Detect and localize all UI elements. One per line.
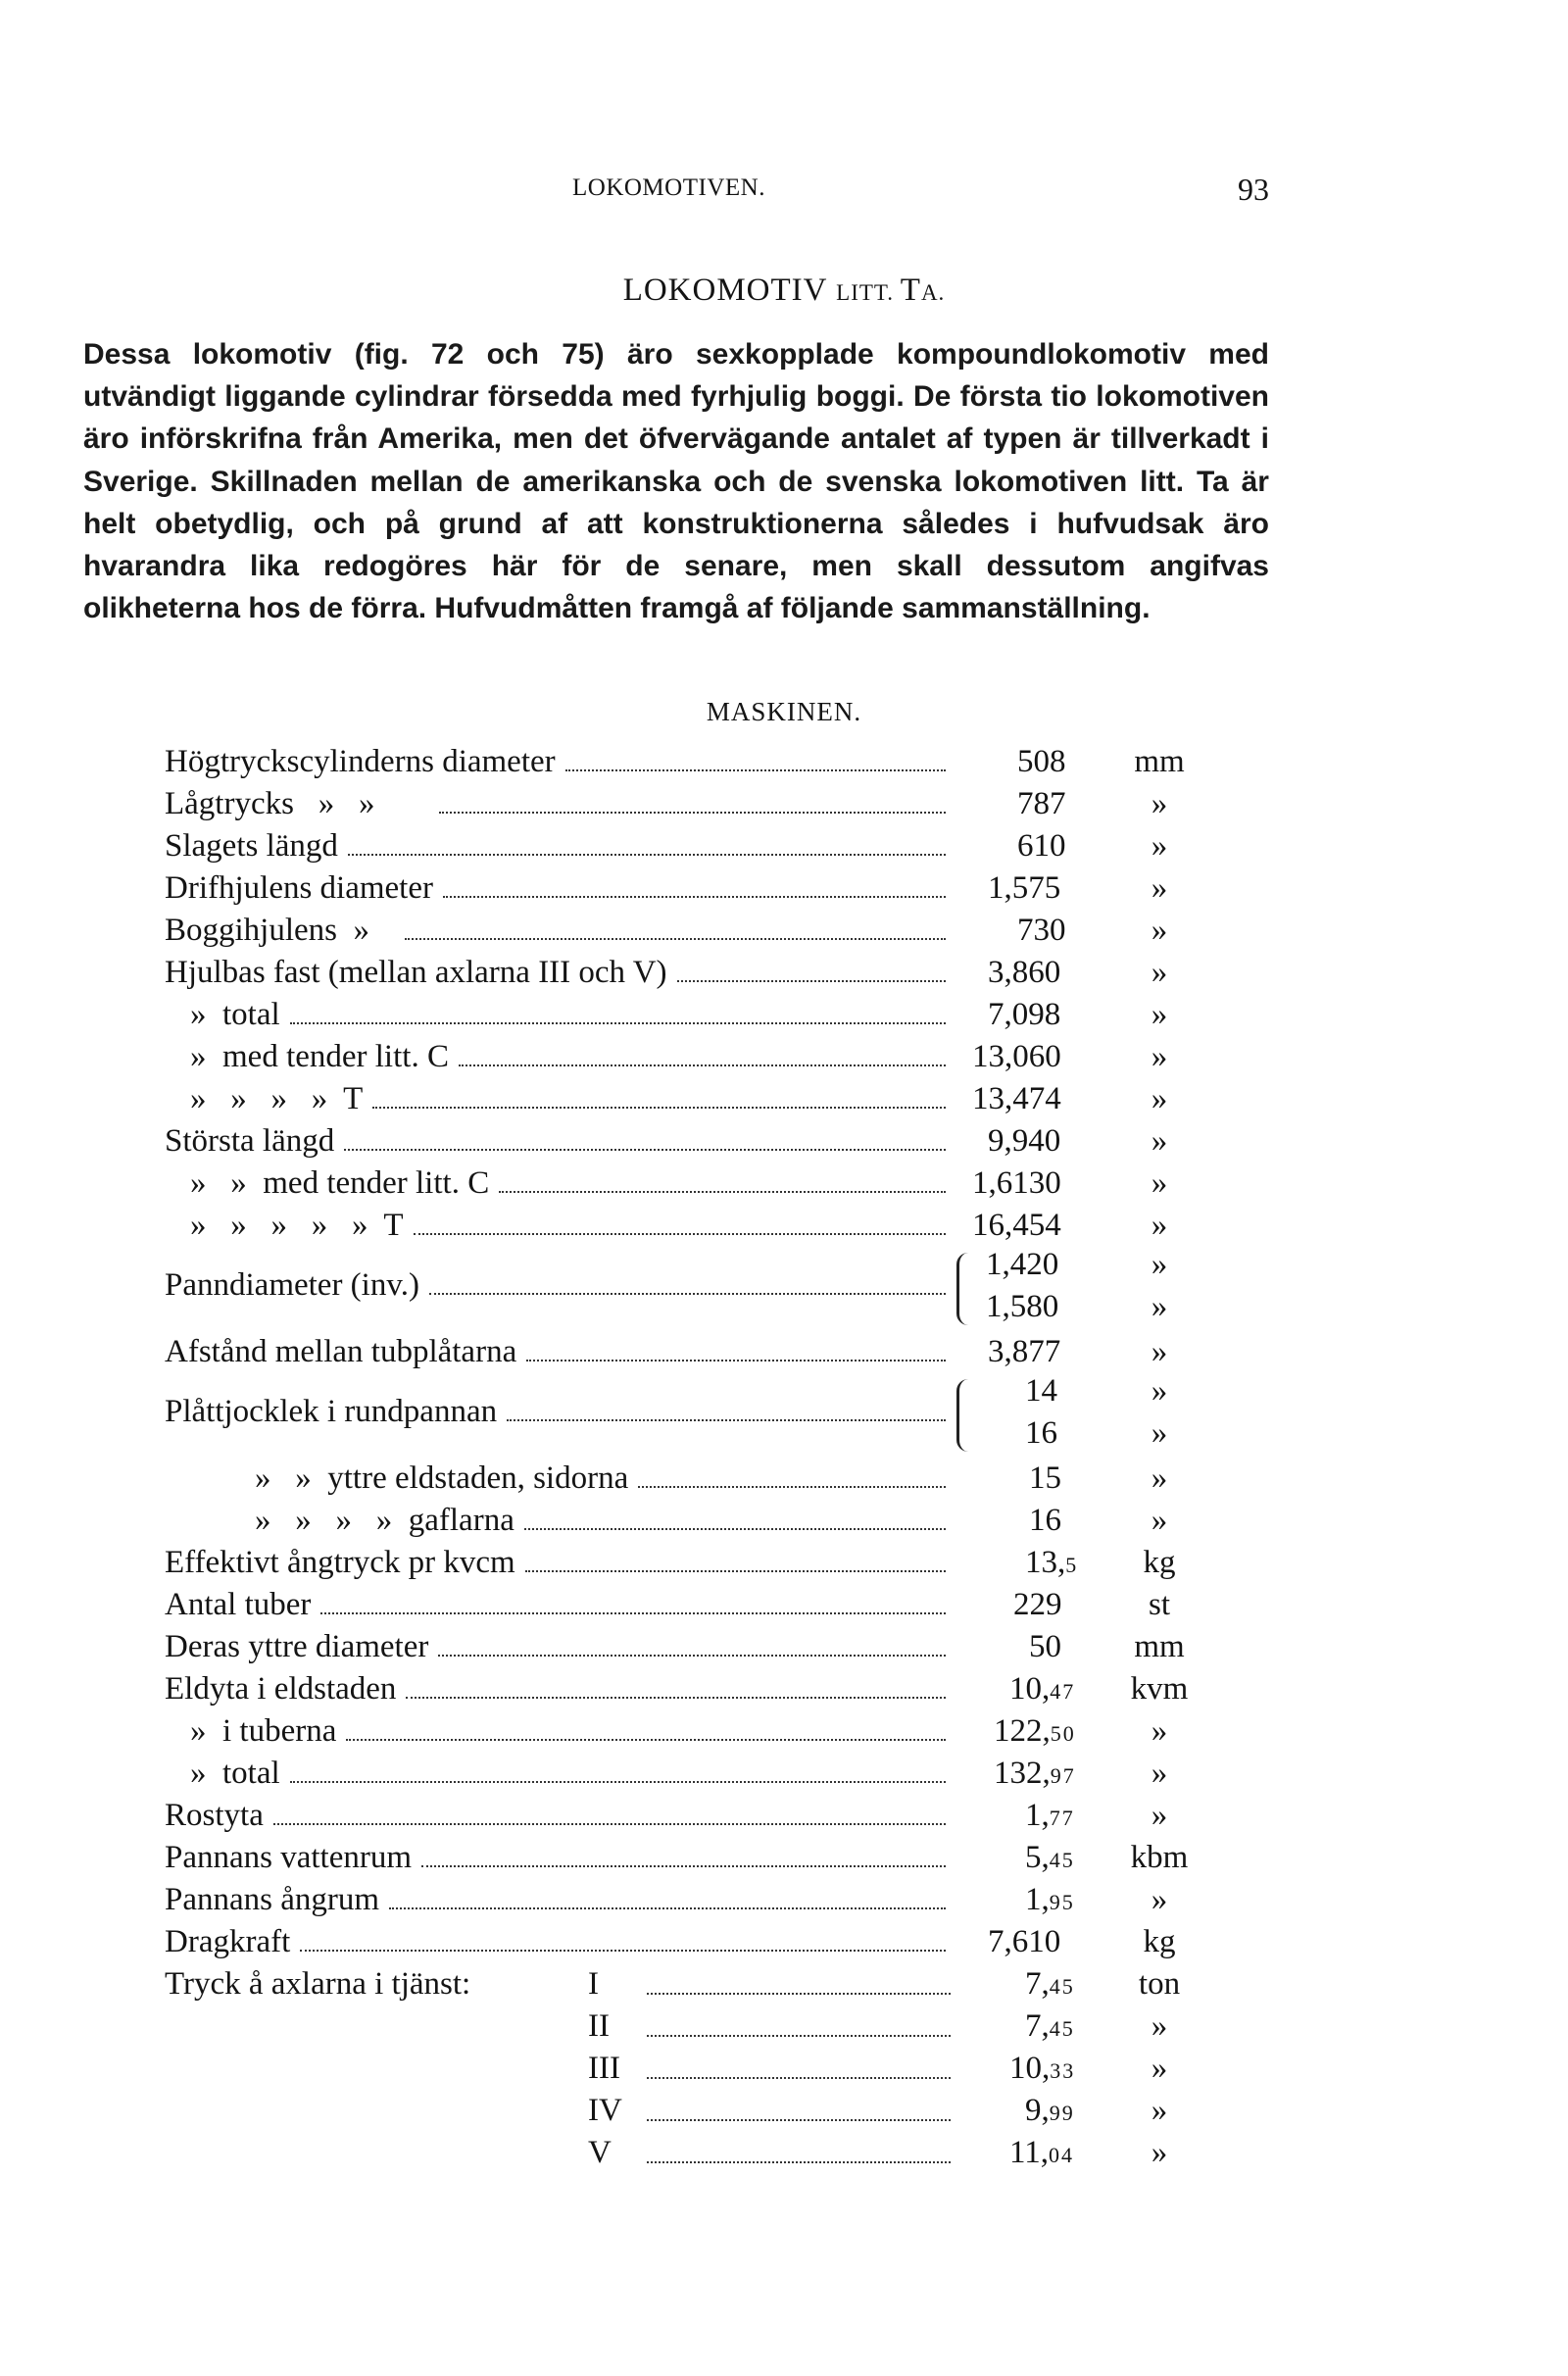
row-unit: » bbox=[1151, 1289, 1168, 1324]
row-unit: kg bbox=[1143, 1924, 1176, 1959]
table-title: MASKINEN. bbox=[706, 697, 862, 726]
value-fraction: 04 bbox=[1049, 2143, 1075, 2167]
row-unit: » bbox=[1151, 997, 1168, 1032]
row-label: Rostyta bbox=[165, 1795, 270, 1837]
row-label: Pannans vattenrum bbox=[165, 1837, 417, 1879]
table-row bbox=[165, 825, 1203, 867]
row-unit: » bbox=[1151, 1415, 1168, 1451]
section-title bbox=[0, 272, 1568, 309]
row-value: 1,95 bbox=[1025, 1882, 1075, 1917]
row-value: 3,877 bbox=[988, 1334, 1061, 1369]
table-row bbox=[165, 1753, 1203, 1795]
table-row bbox=[165, 1163, 1203, 1205]
row-label: » » yttre eldstaden, sidorna bbox=[165, 1458, 634, 1500]
dot-leader bbox=[443, 896, 946, 898]
axle-numeral: III bbox=[588, 2051, 620, 2086]
page-header bbox=[0, 174, 1568, 214]
intro-paragraph: Dessa lokomotiv (fig. 72 och 75) äro sexkopplade kompoundlokomotiv med utvändigt liggande cylindrar försedda med fyrhjulig boggi. De första tio lokomotiven äro införskrifna från Amerika, men det öfvervägande antalet af typen är tillverkadt i Sverige. Skillnaden mellan de amerikanska och de svenska lokomotiven litt. Ta är helt obetydlig, och på grund af att konstruktionerna således i hufvudsak äro hvarandra lika redogöres här för de senare, men skall dessutom angifvas olikheterna hos de förra. Hufvudmåtten framgå af följande sammanställning. bbox=[83, 338, 1269, 625]
axle-numeral: I bbox=[588, 1966, 599, 2002]
row-unit: » bbox=[1151, 1334, 1168, 1369]
table-row bbox=[165, 741, 1203, 783]
row-unit: » bbox=[1151, 1882, 1168, 1917]
dot-leader bbox=[565, 769, 946, 771]
dot-leader bbox=[372, 1107, 946, 1109]
curly-brace bbox=[956, 1379, 973, 1452]
dot-leader bbox=[647, 2077, 951, 2079]
axle-row bbox=[165, 2048, 1203, 2090]
axle-row bbox=[165, 1963, 1203, 2005]
row-value: 122,50 bbox=[994, 1713, 1076, 1749]
row-label: » » » » gaflarna bbox=[165, 1500, 520, 1542]
row-label: Antal tuber bbox=[165, 1584, 317, 1626]
dot-leader bbox=[290, 1022, 946, 1024]
row-unit: » bbox=[1151, 1123, 1168, 1159]
row-unit: » bbox=[1151, 828, 1168, 864]
row-value: 7,45 bbox=[1025, 2008, 1075, 2044]
running-title: LOKOMOTIVEN. bbox=[572, 174, 765, 201]
dot-leader bbox=[429, 1293, 946, 1295]
spec-table bbox=[165, 741, 1203, 2174]
row-label: Lågtrycks » » bbox=[165, 783, 380, 825]
row-value: 10,47 bbox=[1009, 1671, 1076, 1707]
row-unit: » bbox=[1151, 2093, 1168, 2128]
row-unit: » bbox=[1151, 913, 1168, 948]
dot-leader bbox=[677, 980, 946, 982]
dot-leader bbox=[526, 1360, 946, 1361]
row-label: » » » » » T bbox=[165, 1205, 410, 1247]
row-value: 1,580 bbox=[986, 1289, 1059, 1324]
row-label: » i tuberna bbox=[165, 1710, 342, 1753]
section-title-a: A. bbox=[920, 280, 946, 305]
row-label: » » med tender litt. C bbox=[165, 1163, 495, 1205]
dot-leader bbox=[344, 1149, 946, 1151]
row-value: 1,420 bbox=[986, 1247, 1059, 1282]
table-row bbox=[165, 1542, 1203, 1584]
row-value: 16,454 bbox=[972, 1208, 1061, 1243]
value-fraction: 47 bbox=[1050, 1679, 1076, 1704]
table-row bbox=[165, 1120, 1203, 1163]
table-row bbox=[165, 867, 1203, 910]
value-fraction: 99 bbox=[1049, 2101, 1075, 2125]
row-value: 13,5 bbox=[1025, 1545, 1079, 1580]
row-unit: mm bbox=[1134, 744, 1185, 779]
row-unit: st bbox=[1148, 1587, 1170, 1622]
row-value: 10,33 bbox=[1009, 2051, 1076, 2086]
value-fraction: 5 bbox=[1065, 1553, 1079, 1577]
dot-leader bbox=[414, 1233, 946, 1235]
dot-leader bbox=[389, 1907, 946, 1909]
axle-row bbox=[165, 2132, 1203, 2174]
row-label: Eldyta i eldstaden bbox=[165, 1668, 402, 1710]
axle-row bbox=[165, 2005, 1203, 2048]
row-value: 15 bbox=[1029, 1460, 1061, 1496]
dot-leader bbox=[421, 1865, 946, 1867]
row-label: » med tender litt. C bbox=[165, 1036, 455, 1078]
row-value: 7,45 bbox=[1025, 1966, 1075, 2002]
dot-leader bbox=[647, 2161, 951, 2163]
value-fraction: 33 bbox=[1050, 2058, 1076, 2083]
dot-leader bbox=[348, 854, 946, 856]
row-label: Slagets längd bbox=[165, 825, 344, 867]
dot-leader bbox=[406, 1697, 946, 1699]
row-unit: » bbox=[1151, 1713, 1168, 1749]
table-row bbox=[165, 1795, 1203, 1837]
row-value: 9,940 bbox=[988, 1123, 1061, 1159]
row-label: » total bbox=[165, 994, 286, 1036]
value-fraction: 97 bbox=[1050, 1763, 1076, 1788]
row-value: 7,098 bbox=[988, 997, 1061, 1032]
row-unit: » bbox=[1151, 2135, 1168, 2170]
table-row bbox=[165, 952, 1203, 994]
table-row bbox=[165, 1584, 1203, 1626]
row-value: 5,45 bbox=[1025, 1840, 1075, 1875]
row-value: 1,77 bbox=[1025, 1798, 1075, 1833]
row-label: Plåttjocklek i rundpannan bbox=[165, 1394, 503, 1430]
axle-numeral: IV bbox=[588, 2093, 622, 2128]
row-value: 14 bbox=[1025, 1373, 1057, 1409]
row-label: » » » » T bbox=[165, 1078, 368, 1120]
row-unit: » bbox=[1151, 1247, 1168, 1282]
row-unit: » bbox=[1151, 870, 1168, 906]
row-unit: ton bbox=[1138, 1966, 1181, 2002]
value-fraction: 77 bbox=[1049, 1806, 1075, 1830]
axle-row bbox=[165, 2090, 1203, 2132]
row-value: 787 bbox=[1017, 786, 1066, 821]
row-label: Effektivt ångtryck pr kvcm bbox=[165, 1542, 521, 1584]
dot-leader bbox=[525, 1570, 946, 1572]
row-unit: kbm bbox=[1130, 1840, 1189, 1875]
row-label: Afstånd mellan tubplåtarna bbox=[165, 1331, 522, 1373]
table-row bbox=[165, 994, 1203, 1036]
row-unit: mm bbox=[1134, 1629, 1185, 1664]
row-label: Panndiameter (inv.) bbox=[165, 1267, 425, 1304]
row-unit: » bbox=[1151, 1373, 1168, 1409]
row-value: 13,474 bbox=[972, 1081, 1061, 1116]
row-unit: » bbox=[1151, 1208, 1168, 1243]
row-unit: » bbox=[1151, 955, 1168, 990]
curly-brace bbox=[956, 1253, 973, 1325]
dot-leader bbox=[438, 1655, 946, 1657]
dot-leader bbox=[524, 1528, 946, 1530]
row-value: 229 bbox=[1013, 1587, 1062, 1622]
row-label: Dragkraft bbox=[165, 1921, 296, 1963]
row-value: 16 bbox=[1025, 1415, 1057, 1451]
row-value: 9,99 bbox=[1025, 2093, 1075, 2128]
row-unit: » bbox=[1151, 786, 1168, 821]
dot-leader bbox=[273, 1823, 946, 1825]
row-unit: » bbox=[1151, 1756, 1168, 1791]
axle-numeral: V bbox=[588, 2135, 612, 2170]
table-row bbox=[165, 1837, 1203, 1879]
table-row bbox=[165, 910, 1203, 952]
dot-leader bbox=[300, 1950, 946, 1952]
value-fraction: 95 bbox=[1049, 1890, 1075, 1914]
row-unit: » bbox=[1151, 1798, 1168, 1833]
table-row bbox=[165, 1668, 1203, 1710]
section-title-t: T bbox=[900, 272, 921, 308]
dot-leader bbox=[405, 938, 946, 940]
section-title-litt: LITT. bbox=[836, 280, 901, 305]
table-row bbox=[165, 1710, 1203, 1753]
value-fraction: 45 bbox=[1049, 2016, 1075, 2041]
axle-numeral: II bbox=[588, 2008, 610, 2044]
row-label: » total bbox=[165, 1753, 286, 1795]
row-label: Största längd bbox=[165, 1120, 340, 1163]
row-value: 11,04 bbox=[1009, 2135, 1075, 2170]
dot-leader bbox=[638, 1486, 946, 1488]
table-row bbox=[165, 1921, 1203, 1963]
table-row bbox=[165, 1078, 1203, 1120]
row-value: 13,060 bbox=[972, 1039, 1061, 1074]
row-value: 1,6130 bbox=[972, 1165, 1061, 1201]
row-value: 50 bbox=[1029, 1629, 1061, 1664]
table-row-braced bbox=[165, 1373, 1203, 1458]
dot-leader bbox=[346, 1739, 946, 1741]
value-fraction: 45 bbox=[1049, 1974, 1075, 1999]
table-row bbox=[165, 1331, 1203, 1373]
row-unit: » bbox=[1151, 1460, 1168, 1496]
table-row bbox=[165, 1205, 1203, 1247]
dot-leader bbox=[459, 1064, 946, 1066]
row-unit: kg bbox=[1143, 1545, 1176, 1580]
row-value: 610 bbox=[1017, 828, 1066, 864]
dot-leader bbox=[647, 1993, 951, 1995]
row-label: Hjulbas fast (mellan axlarna III och V) bbox=[165, 952, 673, 994]
dot-leader bbox=[647, 2035, 951, 2037]
page-number: 93 bbox=[1238, 172, 1269, 207]
row-unit: » bbox=[1151, 1165, 1168, 1201]
value-fraction: 45 bbox=[1049, 1848, 1075, 1872]
dot-leader bbox=[290, 1781, 946, 1783]
axle-label: Tryck å axlarna i tjänst: bbox=[165, 1966, 471, 2002]
row-value: 730 bbox=[1017, 913, 1066, 948]
table-row bbox=[165, 1036, 1203, 1078]
value-fraction: 50 bbox=[1050, 1721, 1076, 1746]
row-unit: » bbox=[1151, 2008, 1168, 2044]
row-unit: » bbox=[1151, 1081, 1168, 1116]
dot-leader bbox=[320, 1612, 946, 1614]
row-value: 7,610 bbox=[988, 1924, 1061, 1959]
row-unit: kvm bbox=[1130, 1671, 1189, 1707]
table-row bbox=[165, 1500, 1203, 1542]
row-unit: » bbox=[1151, 1503, 1168, 1538]
row-label: Pannans ångrum bbox=[165, 1879, 385, 1921]
table-row bbox=[165, 1879, 1203, 1921]
row-unit: » bbox=[1151, 2051, 1168, 2086]
table-row bbox=[165, 1626, 1203, 1668]
table-row-braced bbox=[165, 1247, 1203, 1331]
row-value: 132,97 bbox=[994, 1756, 1076, 1791]
table-row bbox=[165, 1458, 1203, 1500]
dot-leader bbox=[499, 1191, 946, 1193]
row-value: 1,575 bbox=[988, 870, 1061, 906]
dot-leader bbox=[439, 812, 946, 814]
dot-leader bbox=[647, 2119, 951, 2121]
row-value: 3,860 bbox=[988, 955, 1061, 990]
dot-leader bbox=[507, 1419, 946, 1421]
section-title-main: LOKOMOTIV bbox=[622, 272, 837, 308]
row-label: Boggihjulens » bbox=[165, 910, 375, 952]
row-value: 508 bbox=[1017, 744, 1066, 779]
row-value: 16 bbox=[1029, 1503, 1061, 1538]
table-row bbox=[165, 783, 1203, 825]
row-label: Deras yttre diameter bbox=[165, 1626, 434, 1668]
row-label: Högtryckscylinderns diameter bbox=[165, 741, 562, 783]
row-label: Drifhjulens diameter bbox=[165, 867, 439, 910]
row-unit: » bbox=[1151, 1039, 1168, 1074]
